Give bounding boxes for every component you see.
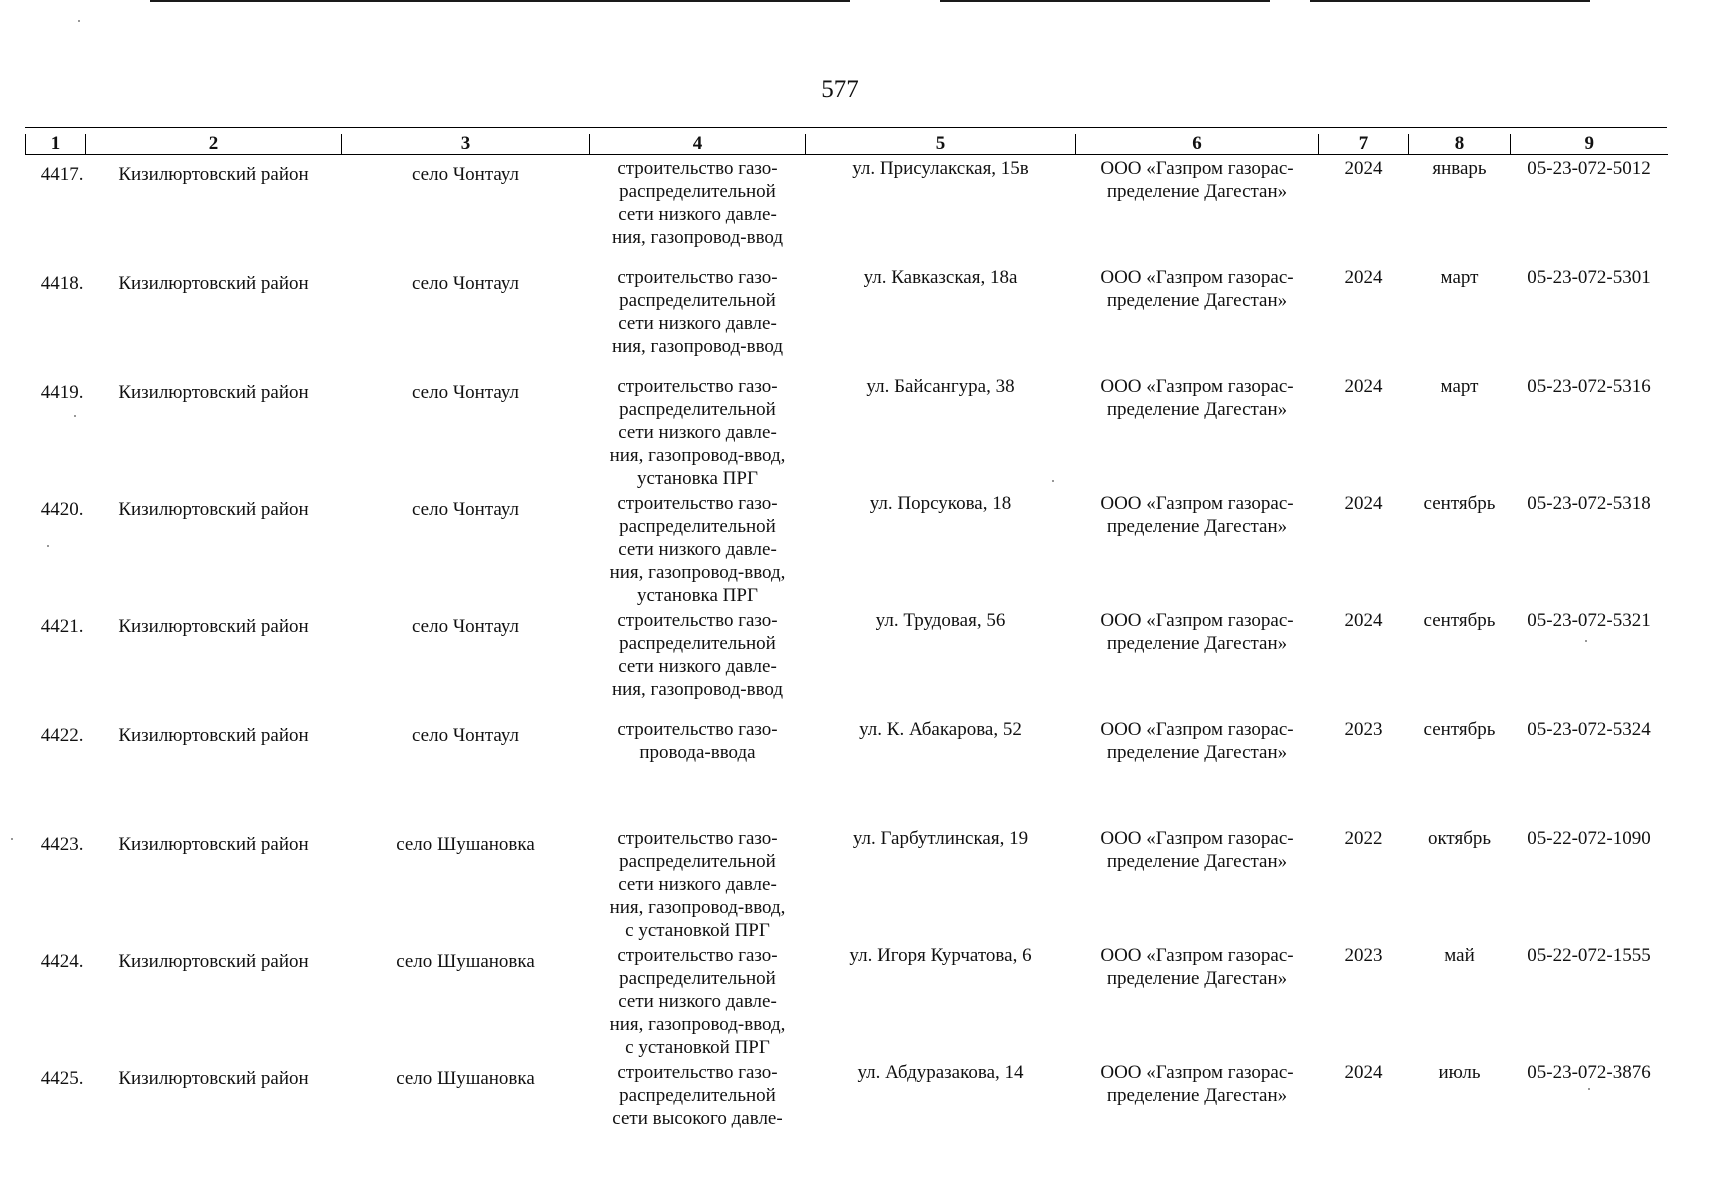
organization-cell: ООО «Газпром газорас- пределение Дагестан» (1100, 1062, 1294, 1106)
table-row (26, 373, 1668, 490)
col-header: 4 (590, 134, 806, 155)
year-cell: 2024 (1344, 158, 1383, 179)
district-cell: Кизилюртовский район (118, 1068, 309, 1089)
district-cell: Кизилюртовский район (118, 273, 309, 294)
code-cell: 05-23-072-3876 (1527, 1062, 1651, 1083)
col-header: 5 (806, 134, 1076, 155)
address-cell: ул. Кавказская, 18а (863, 267, 1018, 288)
row-number: 4420. (40, 499, 84, 520)
code-cell: 05-23-072-5301 (1527, 267, 1651, 288)
month-cell: июль (1438, 1062, 1481, 1083)
scan-speck (78, 20, 80, 22)
locality-cell: село Шушановка (396, 951, 535, 972)
row-number: 4422. (40, 725, 84, 746)
month-cell: сентябрь (1423, 719, 1496, 740)
scan-speck (1052, 480, 1054, 482)
col-header: 6 (1076, 134, 1319, 155)
table-row (26, 716, 1668, 825)
month-cell: октябрь (1427, 828, 1492, 849)
table-row (26, 942, 1668, 1059)
row-number: 4424. (40, 951, 84, 972)
address-cell: ул. Абдуразакова, 14 (857, 1062, 1024, 1083)
organization-cell: ООО «Газпром газорас- пределение Дагестан» (1100, 158, 1294, 202)
col-header: 9 (1511, 134, 1668, 155)
scan-speck (74, 415, 76, 417)
table-body (26, 155, 1668, 1169)
table-row (26, 825, 1668, 942)
organization-cell: ООО «Газпром газорас- пределение Дагестан» (1100, 376, 1294, 420)
organization-cell: ООО «Газпром газорас- пределение Дагестан» (1100, 610, 1294, 654)
row-number: 4421. (40, 616, 84, 637)
data-table (25, 134, 1668, 1168)
row-number: 4425. (40, 1068, 84, 1089)
header-row (26, 134, 1668, 155)
row-number: 4418. (40, 273, 84, 294)
locality-cell: село Чонтаул (412, 273, 519, 294)
row-number: 4419. (40, 382, 84, 403)
work-description-cell: строительство газо- провода-ввода (617, 719, 778, 763)
code-cell: 05-23-072-5324 (1527, 719, 1651, 740)
locality-cell: село Чонтаул (412, 616, 519, 637)
table-row (26, 155, 1668, 265)
district-cell: Кизилюртовский район (118, 164, 309, 185)
district-cell: Кизилюртовский район (118, 382, 309, 403)
table-top-rule (25, 127, 1667, 128)
work-description-cell: строительство газо- распределительной сети низкого давле- ния, газопровод-ввод, с установкой ПРГ (609, 945, 786, 1058)
page-number: 577 (821, 76, 859, 103)
locality-cell: село Чонтаул (412, 725, 519, 746)
organization-cell: ООО «Газпром газорас- пределение Дагестан» (1100, 945, 1294, 989)
code-cell: 05-22-072-1090 (1527, 828, 1651, 849)
row-number: 4423. (40, 834, 84, 855)
scan-edge-line (940, 0, 1270, 2)
locality-cell: село Чонтаул (412, 164, 519, 185)
year-cell: 2024 (1344, 1062, 1383, 1083)
month-cell: март (1440, 376, 1479, 397)
year-cell: 2024 (1344, 267, 1383, 288)
scan-edge-line (1310, 0, 1590, 2)
address-cell: ул. Гарбутлинская, 19 (852, 828, 1029, 849)
organization-cell: ООО «Газпром газорас- пределение Дагестан» (1100, 719, 1294, 763)
locality-cell: село Шушановка (396, 834, 535, 855)
district-cell: Кизилюртовский район (118, 499, 309, 520)
address-cell: ул. Байсангура, 38 (866, 376, 1015, 397)
year-cell: 2023 (1344, 719, 1383, 740)
scan-speck (1588, 1088, 1590, 1090)
col-header: 2 (86, 134, 342, 155)
year-cell: 2024 (1344, 493, 1383, 514)
col-header: 7 (1319, 134, 1409, 155)
locality-cell: село Чонтаул (412, 499, 519, 520)
organization-cell: ООО «Газпром газорас- пределение Дагестан» (1100, 493, 1294, 537)
address-cell: ул. К. Абакарова, 52 (859, 719, 1022, 740)
year-cell: 2023 (1344, 945, 1383, 966)
scan-speck (1585, 640, 1587, 642)
month-cell: январь (1432, 158, 1487, 179)
year-cell: 2022 (1344, 828, 1383, 849)
work-description-cell: строительство газо- распределительной сети низкого давле- ния, газопровод-ввод (611, 610, 784, 700)
year-cell: 2024 (1344, 376, 1383, 397)
organization-cell: ООО «Газпром газорас- пределение Дагестан» (1100, 828, 1294, 872)
col-header: 8 (1409, 134, 1511, 155)
work-description-cell: строительство газо- распределительной сети низкого давле- ния, газопровод-ввод (611, 267, 784, 357)
address-cell: ул. Порсукова, 18 (869, 493, 1012, 514)
month-cell: май (1444, 945, 1475, 966)
work-description-cell: строительство газо- распределительной сети высокого давле- (612, 1062, 783, 1129)
work-description-cell: строительство газо- распределительной сети низкого давле- ния, газопровод-ввод, установка ПРГ (609, 493, 786, 606)
table-row (26, 264, 1668, 373)
work-description-cell: строительство газо- распределительной сети низкого давле- ния, газопровод-ввод, установка ПРГ (609, 376, 786, 489)
district-cell: Кизилюртовский район (118, 951, 309, 972)
month-cell: март (1440, 267, 1479, 288)
table-row (26, 1059, 1668, 1168)
code-cell: 05-23-072-5316 (1527, 376, 1651, 397)
code-cell: 05-23-072-5321 (1527, 610, 1651, 631)
code-cell: 05-23-072-5012 (1527, 158, 1651, 179)
month-cell: сентябрь (1423, 493, 1496, 514)
col-header: 1 (26, 134, 86, 155)
address-cell: ул. Игоря Курчатова, 6 (849, 945, 1032, 966)
organization-cell: ООО «Газпром газорас- пределение Дагестан» (1100, 267, 1294, 311)
locality-cell: село Чонтаул (412, 382, 519, 403)
row-number: 4417. (40, 164, 84, 185)
locality-cell: село Шушановка (396, 1068, 535, 1089)
address-cell: ул. Трудовая, 56 (875, 610, 1006, 631)
year-cell: 2024 (1344, 610, 1383, 631)
scan-edge-line (150, 0, 850, 2)
col-header: 3 (342, 134, 590, 155)
code-cell: 05-22-072-1555 (1527, 945, 1651, 966)
table-row (26, 607, 1668, 716)
district-cell: Кизилюртовский район (118, 834, 309, 855)
scan-speck (11, 838, 13, 840)
table-row (26, 490, 1668, 607)
month-cell: сентябрь (1423, 610, 1496, 631)
code-cell: 05-23-072-5318 (1527, 493, 1651, 514)
address-cell: ул. Присулакская, 15в (852, 158, 1029, 179)
work-description-cell: строительство газо- распределительной сети низкого давле- ния, газопровод-ввод (611, 158, 784, 248)
district-cell: Кизилюртовский район (118, 725, 309, 746)
district-cell: Кизилюртовский район (118, 616, 309, 637)
scan-speck (47, 545, 49, 547)
work-description-cell: строительство газо- распределительной сети низкого давле- ния, газопровод-ввод, с установкой ПРГ (609, 828, 786, 941)
